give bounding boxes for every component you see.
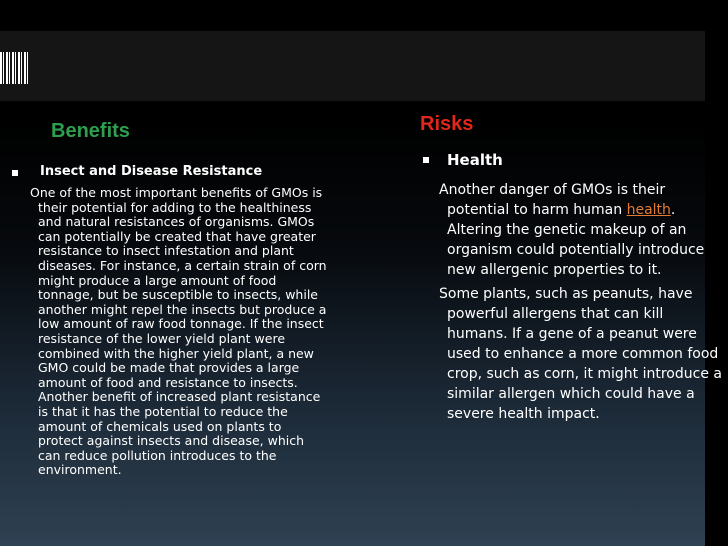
- barcode-decoration-icon: [0, 52, 28, 84]
- health-link[interactable]: health: [626, 202, 671, 218]
- square-bullet-icon: [12, 170, 18, 176]
- benefits-heading: Benefits: [51, 120, 130, 142]
- risks-paragraph-1: [439, 180, 722, 280]
- header-band: [0, 31, 705, 101]
- risks-heading: Risks: [420, 113, 474, 135]
- risks-para1-text-before: Another danger of GMOs is their potential to harm human: [439, 182, 666, 218]
- benefits-bullet-label: Insect and Disease Resistance: [40, 164, 263, 179]
- risks-bullet-label: Health: [447, 151, 503, 169]
- square-bullet-icon: [423, 157, 429, 163]
- benefits-paragraph: One of the most important benefits of GMOs is their potential for adding to the healthiness and natural resistances of organisms. GMOs can potentially be created that have greater resistance to insect infestation and plant diseases. For instance, a certain strain of corn might produce a large amount of food tonnage, but be susceptible to insects, while another might repel the insects but produce a low amount of raw food tonnage. If the insect resistance of the lower yield plant were combined with the higher yield plant, a new GMO could be made that provides a large amount of food and resistance to insects. Another benefit of increased plant resistance is that it has the potential to reduce the amount of chemicals used on plants to protect against insects and disease, which can reduce pollution introduces to the environment.: [30, 185, 327, 478]
- risks-paragraph-2: Some plants, such as peanuts, have powerful allergens that can kill humans. If a gene of a peanut were used to enhance a more common food crop, such as corn, it might introduce a similar allergen which could have a severe health impact.: [439, 286, 722, 422]
- risks-para1-text-after: . Altering the genetic makeup of an organism could potentially introduce new allergenic properties to it.: [447, 202, 705, 278]
